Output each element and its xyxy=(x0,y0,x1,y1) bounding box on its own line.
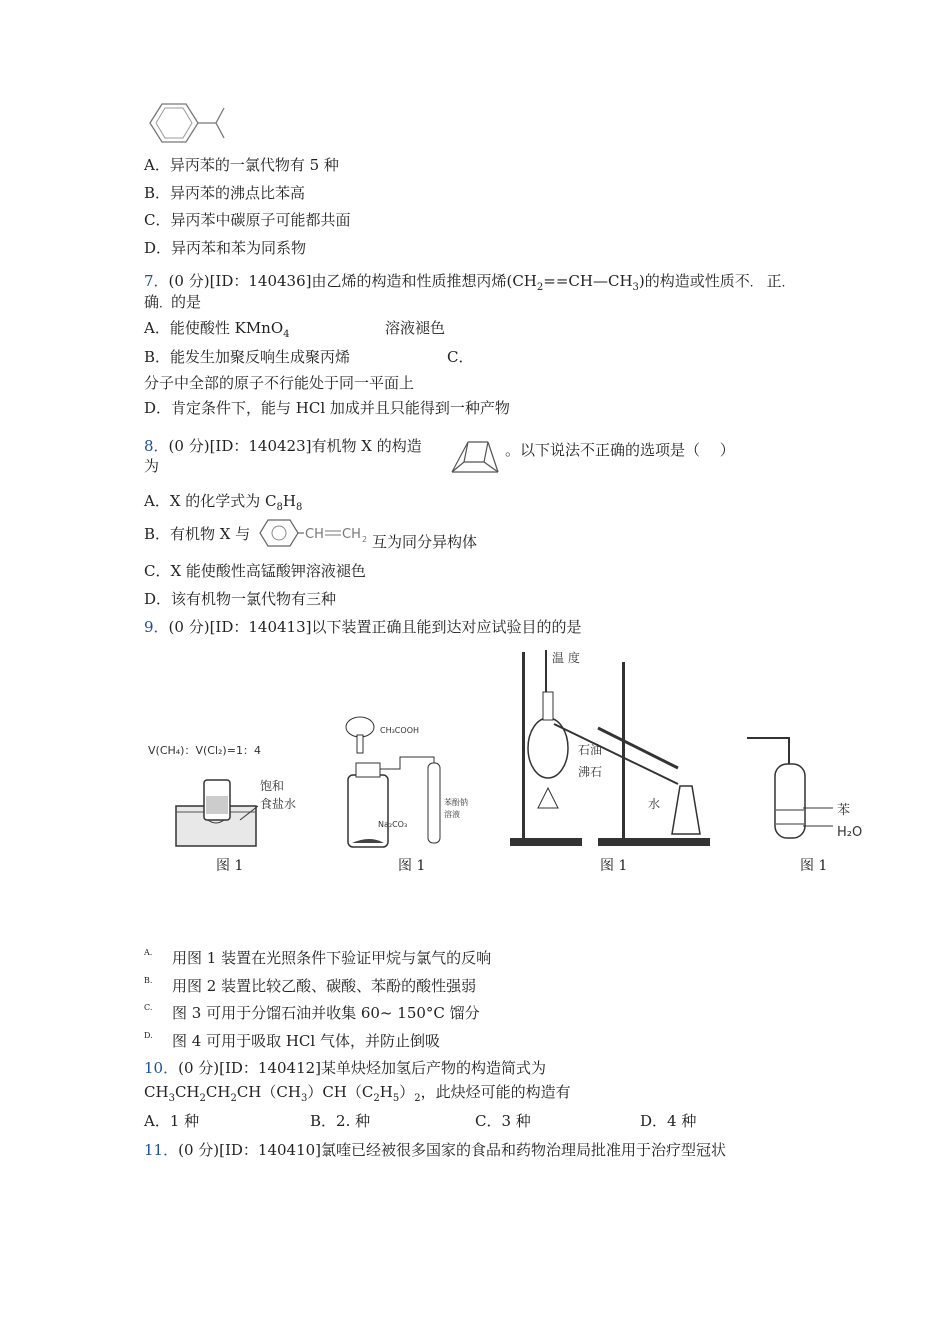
q7-option-c: 分子中全部的原子不行能处于同一平面上 xyxy=(144,374,415,392)
q9-option-c: 图 3 可用于分馏石油并收集 60~ 150°C 馏分 xyxy=(172,1004,480,1022)
q9-option-c-key: C. xyxy=(144,1003,153,1012)
fig3-water: 水 xyxy=(648,797,661,811)
q9-option-a-key: A. xyxy=(144,948,153,957)
q10-option-b: B．2. 种 xyxy=(310,1112,371,1130)
q8-option-b-tail: 互为同分异构体 xyxy=(372,533,478,551)
fig3-oil: 石油 xyxy=(578,743,603,757)
q7-stem: 7．(0 分)[ID：140436]由乙烯的构造和性质推想丙烯$(CH_2==CH—CH_3)$的构造或性质不． 正． xyxy=(144,272,794,293)
q9-stem: 9．(0 分)[ID：140413]以下装置正确且能到达对应试验目的的是 xyxy=(144,618,582,636)
fig3-thermo: 温 度 xyxy=(552,651,580,665)
q8-option-a: A．X 的化学式为 $C_8H_8$ xyxy=(144,492,303,513)
q7-option-a: A．能使酸性 KMnO$_4$ xyxy=(144,319,290,340)
q8-stem-line2: 为 xyxy=(144,457,160,475)
q9-option-b-key: B. xyxy=(144,976,153,985)
figure-acid-strength xyxy=(330,705,480,850)
fig1-ratio: V(CH₄)：V(Cl₂)=1：4 xyxy=(148,744,261,757)
fig1-label2: 食盐水 xyxy=(260,797,297,811)
q6-option-a: A．异丙苯的一氯代物有 5 种 xyxy=(144,156,339,174)
q6-option-c: C．异丙苯中碳原子可能都共面 xyxy=(144,211,351,229)
styrene-ch2-label: CH xyxy=(342,527,361,542)
q7-option-d: D．肯定条件下，能与 HCl 加成并且只能得到一种产物 xyxy=(144,399,510,417)
q9-option-d-key: D. xyxy=(144,1031,153,1040)
fig2-top: CH₃COOH xyxy=(380,726,420,735)
figure-absorption xyxy=(745,728,875,848)
fig4-water: H₂O xyxy=(837,825,863,840)
styrene-structure xyxy=(258,516,370,550)
styrene-sub: 2 xyxy=(362,535,368,544)
q9-option-a: 用图 1 装置在光照条件下验证甲烷与氯气的反响 xyxy=(172,949,492,967)
q10-option-a: A．1 种 xyxy=(144,1112,200,1130)
styrene-ch-label: CH xyxy=(305,527,324,542)
fig2-right2: 溶液 xyxy=(444,810,460,819)
q10-option-c: C．3 种 xyxy=(475,1112,531,1130)
fig2-caption: 图 1 xyxy=(398,858,426,874)
q8-stem: 8．(0 分)[ID：140423]有机物 X 的构造 xyxy=(144,437,422,455)
q9-option-b: 用图 2 装置比较乙酸、碳酸、苯酚的酸性强弱 xyxy=(172,977,477,995)
q10-stem: 10．(0 分)[ID：140412]某单炔烃加氢后产物的构造简式为 xyxy=(144,1059,547,1077)
q7-option-a-tail: 溶液褪色 xyxy=(385,319,446,337)
barrelene-structure xyxy=(448,436,504,478)
fig1-caption: 图 1 xyxy=(216,858,244,874)
q8-option-b: B．有机物 X 与 xyxy=(144,525,251,543)
q6-option-d: D．异丙苯和苯为同系物 xyxy=(144,239,307,257)
q11-stem: 11．(0 分)[ID：140410]氯喹已经被很多国家的食品和药物治理局批准用于治疗型冠状 xyxy=(144,1141,727,1159)
fig1-label1: 饱和 xyxy=(260,779,285,793)
figure-distillation xyxy=(508,648,716,850)
q10-formula: $CH_3CH_2CH_2CH(CH_3)CH(C_2H_5)_2$，此炔烃可能的构造有 xyxy=(144,1083,571,1104)
fig3-caption: 图 1 xyxy=(600,858,628,874)
q7-option-b: B．能发生加聚反响生成聚丙烯 xyxy=(144,348,351,366)
isopropylbenzene-structure xyxy=(140,98,240,148)
q7-stem-line2: 确．的是 xyxy=(144,293,202,311)
q10-option-d: D．4 种 xyxy=(640,1112,697,1130)
fig2-right1: 苯酚钠 xyxy=(444,798,468,807)
q9-option-d: 图 4 可用于吸取 HCl 气体，并防止倒吸 xyxy=(172,1032,440,1050)
q8-option-d: D．该有机物一氯代物有三种 xyxy=(144,590,337,608)
fig4-caption: 图 1 xyxy=(800,858,828,874)
q8-stem-tail: 。以下说法不正确的选项是（ ） xyxy=(505,441,735,459)
fig3-stones: 沸石 xyxy=(578,765,603,779)
fig2-left: Na₂CO₃ xyxy=(378,820,408,829)
q8-option-c: C．X 能使酸性高锰酸钾溶液褪色 xyxy=(144,562,366,580)
figure-methane-chlorine xyxy=(148,740,298,848)
q7-option-c-key: C． xyxy=(447,348,474,366)
q6-option-b: B．异丙苯的沸点比苯高 xyxy=(144,184,306,202)
fig4-benzene: 苯 xyxy=(837,803,851,818)
